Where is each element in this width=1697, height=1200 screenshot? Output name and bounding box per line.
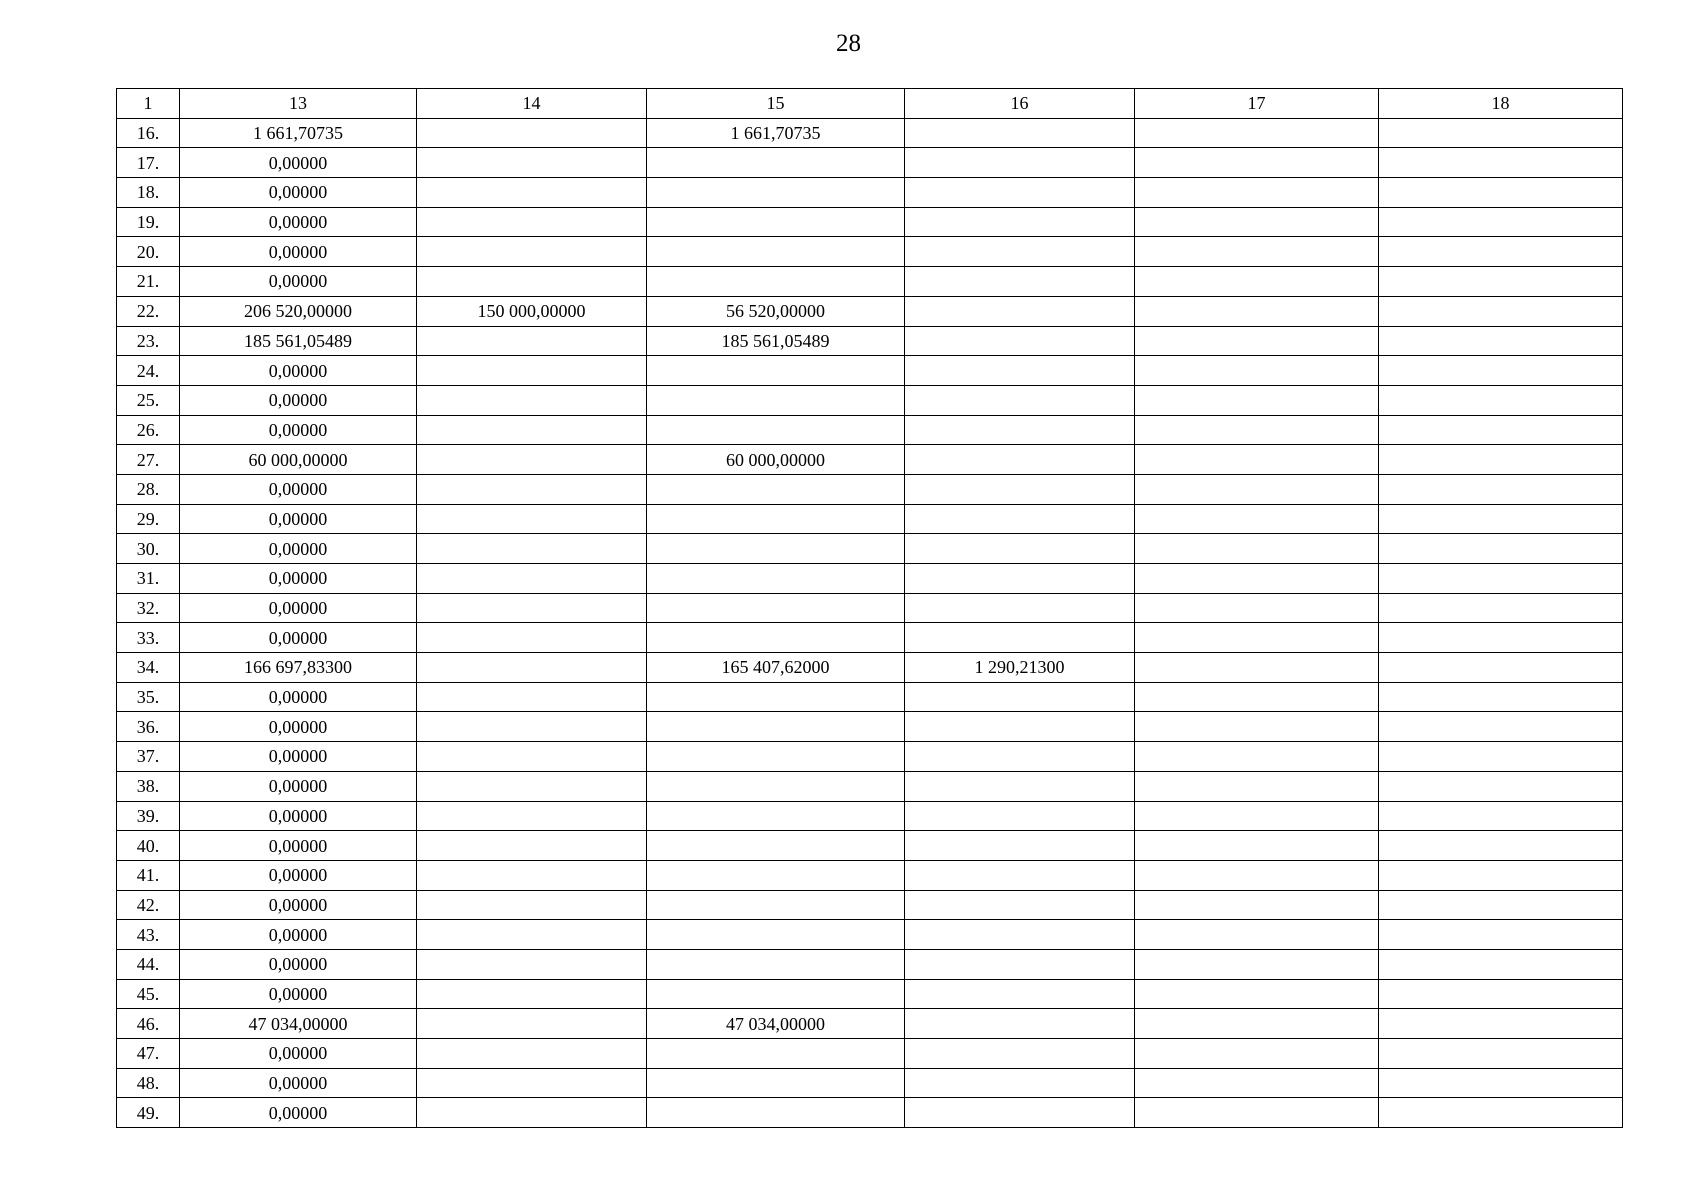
table-cell bbox=[1135, 445, 1379, 475]
table-cell bbox=[1135, 474, 1379, 504]
table-cell: 0,00000 bbox=[180, 831, 417, 861]
table-cell bbox=[1379, 682, 1623, 712]
row-number-cell: 17. bbox=[117, 148, 180, 178]
table-cell bbox=[647, 801, 905, 831]
table-cell bbox=[1135, 1098, 1379, 1128]
table-cell bbox=[647, 831, 905, 861]
row-number-cell: 25. bbox=[117, 385, 180, 415]
table-cell: 0,00000 bbox=[180, 623, 417, 653]
table-cell bbox=[647, 1039, 905, 1069]
table-cell bbox=[417, 534, 647, 564]
table-cell: 0,00000 bbox=[180, 534, 417, 564]
table-cell: 0,00000 bbox=[180, 949, 417, 979]
table-cell bbox=[905, 148, 1135, 178]
table-cell bbox=[905, 237, 1135, 267]
table-row bbox=[117, 860, 1623, 890]
table-cell bbox=[905, 445, 1135, 475]
table-cell bbox=[1135, 1039, 1379, 1069]
table-cell bbox=[417, 890, 647, 920]
table-cell bbox=[905, 1039, 1135, 1069]
table-cell: 0,00000 bbox=[180, 267, 417, 297]
table-cell bbox=[647, 890, 905, 920]
table-cell: 166 697,83300 bbox=[180, 653, 417, 683]
table-cell bbox=[1379, 979, 1623, 1009]
row-number-cell: 23. bbox=[117, 326, 180, 356]
table-cell: 0,00000 bbox=[180, 356, 417, 386]
table-cell bbox=[417, 237, 647, 267]
table-row bbox=[117, 742, 1623, 772]
table-cell bbox=[905, 474, 1135, 504]
table-cell bbox=[1379, 712, 1623, 742]
table-cell bbox=[1135, 237, 1379, 267]
table-cell bbox=[1135, 148, 1379, 178]
table-cell bbox=[1379, 801, 1623, 831]
table-cell bbox=[417, 623, 647, 653]
table-cell bbox=[647, 949, 905, 979]
table-cell: 47 034,00000 bbox=[647, 1009, 905, 1039]
table-row bbox=[117, 653, 1623, 683]
table-cell bbox=[647, 593, 905, 623]
table-row bbox=[117, 296, 1623, 326]
table-cell bbox=[647, 742, 905, 772]
table-cell bbox=[1135, 831, 1379, 861]
column-header: 13 bbox=[180, 89, 417, 119]
table-cell bbox=[647, 148, 905, 178]
table-cell: 0,00000 bbox=[180, 178, 417, 208]
row-number-cell: 42. bbox=[117, 890, 180, 920]
table-cell bbox=[905, 712, 1135, 742]
row-number-cell: 32. bbox=[117, 593, 180, 623]
table-cell bbox=[417, 564, 647, 594]
table-cell bbox=[417, 148, 647, 178]
table-cell: 0,00000 bbox=[180, 593, 417, 623]
table-cell bbox=[1135, 415, 1379, 445]
row-number-cell: 36. bbox=[117, 712, 180, 742]
table-header-row bbox=[117, 89, 1623, 119]
table-cell bbox=[1379, 534, 1623, 564]
table-cell bbox=[1379, 1039, 1623, 1069]
table-row bbox=[117, 356, 1623, 386]
table-cell bbox=[1379, 653, 1623, 683]
table-cell bbox=[417, 712, 647, 742]
table-row bbox=[117, 831, 1623, 861]
row-number-cell: 34. bbox=[117, 653, 180, 683]
table-cell bbox=[905, 1009, 1135, 1039]
table-cell bbox=[905, 207, 1135, 237]
table-row bbox=[117, 445, 1623, 475]
table-cell bbox=[905, 801, 1135, 831]
table-cell bbox=[647, 356, 905, 386]
table-cell: 0,00000 bbox=[180, 890, 417, 920]
table-cell bbox=[417, 860, 647, 890]
table-cell bbox=[1379, 296, 1623, 326]
table-cell: 1 661,70735 bbox=[647, 118, 905, 148]
table-row bbox=[117, 207, 1623, 237]
row-number-cell: 33. bbox=[117, 623, 180, 653]
table-cell bbox=[647, 385, 905, 415]
table-cell: 0,00000 bbox=[180, 860, 417, 890]
column-header: 15 bbox=[647, 89, 905, 119]
table-cell bbox=[1135, 920, 1379, 950]
table-cell bbox=[417, 207, 647, 237]
row-number-cell: 41. bbox=[117, 860, 180, 890]
table-cell bbox=[905, 949, 1135, 979]
table-cell bbox=[1379, 771, 1623, 801]
row-number-cell: 38. bbox=[117, 771, 180, 801]
table-cell bbox=[417, 949, 647, 979]
row-number-cell: 20. bbox=[117, 237, 180, 267]
table-cell: 0,00000 bbox=[180, 801, 417, 831]
column-header: 14 bbox=[417, 89, 647, 119]
table-cell bbox=[905, 385, 1135, 415]
table-row bbox=[117, 1039, 1623, 1069]
table-row bbox=[117, 178, 1623, 208]
table-cell bbox=[1135, 267, 1379, 297]
table-row bbox=[117, 148, 1623, 178]
row-number-cell: 18. bbox=[117, 178, 180, 208]
table-cell: 165 407,62000 bbox=[647, 653, 905, 683]
table-cell bbox=[905, 415, 1135, 445]
table-cell bbox=[1135, 979, 1379, 1009]
row-number-cell: 21. bbox=[117, 267, 180, 297]
table-cell bbox=[1135, 712, 1379, 742]
table-cell bbox=[1379, 1068, 1623, 1098]
table-cell bbox=[1135, 534, 1379, 564]
table-cell bbox=[1379, 415, 1623, 445]
table-row bbox=[117, 771, 1623, 801]
table-row bbox=[117, 1098, 1623, 1128]
table-cell bbox=[905, 742, 1135, 772]
table-cell bbox=[417, 653, 647, 683]
table-row bbox=[117, 593, 1623, 623]
table-cell bbox=[1379, 623, 1623, 653]
table-cell bbox=[417, 742, 647, 772]
row-number-cell: 22. bbox=[117, 296, 180, 326]
table-cell bbox=[1379, 474, 1623, 504]
table-cell bbox=[905, 920, 1135, 950]
table-cell bbox=[417, 415, 647, 445]
table-cell bbox=[905, 296, 1135, 326]
column-header: 16 bbox=[905, 89, 1135, 119]
table-cell bbox=[417, 1068, 647, 1098]
table-cell bbox=[647, 178, 905, 208]
column-header: 1 bbox=[117, 89, 180, 119]
table-cell bbox=[905, 1098, 1135, 1128]
row-number-cell: 19. bbox=[117, 207, 180, 237]
table-cell bbox=[1379, 593, 1623, 623]
row-number-cell: 49. bbox=[117, 1098, 180, 1128]
table-cell bbox=[1135, 801, 1379, 831]
table-cell bbox=[417, 1009, 647, 1039]
row-number-cell: 39. bbox=[117, 801, 180, 831]
row-number-cell: 48. bbox=[117, 1068, 180, 1098]
table-row bbox=[117, 890, 1623, 920]
table-cell bbox=[1135, 504, 1379, 534]
table-cell bbox=[905, 593, 1135, 623]
table-cell bbox=[1135, 356, 1379, 386]
table-row bbox=[117, 415, 1623, 445]
table-cell: 0,00000 bbox=[180, 920, 417, 950]
table-cell: 56 520,00000 bbox=[647, 296, 905, 326]
table-cell bbox=[905, 356, 1135, 386]
column-header: 18 bbox=[1379, 89, 1623, 119]
table-cell bbox=[647, 1068, 905, 1098]
table-cell bbox=[417, 474, 647, 504]
table-cell bbox=[1135, 682, 1379, 712]
table-cell bbox=[1135, 326, 1379, 356]
table-cell bbox=[647, 207, 905, 237]
row-number-cell: 46. bbox=[117, 1009, 180, 1039]
table-cell: 0,00000 bbox=[180, 474, 417, 504]
table-cell bbox=[1135, 860, 1379, 890]
table-cell: 0,00000 bbox=[180, 979, 417, 1009]
table-cell bbox=[417, 1039, 647, 1069]
table-cell bbox=[1135, 653, 1379, 683]
table-cell bbox=[647, 1098, 905, 1128]
table-cell bbox=[1135, 118, 1379, 148]
table-cell bbox=[905, 178, 1135, 208]
table-cell: 0,00000 bbox=[180, 742, 417, 772]
table-cell bbox=[905, 682, 1135, 712]
table-cell bbox=[905, 504, 1135, 534]
table-cell bbox=[417, 920, 647, 950]
table-cell bbox=[647, 534, 905, 564]
table-cell bbox=[417, 831, 647, 861]
table-cell bbox=[647, 415, 905, 445]
table-cell: 185 561,05489 bbox=[180, 326, 417, 356]
row-number-cell: 27. bbox=[117, 445, 180, 475]
table-cell bbox=[1379, 860, 1623, 890]
table-cell bbox=[647, 267, 905, 297]
table-cell bbox=[1379, 207, 1623, 237]
table-cell: 0,00000 bbox=[180, 1039, 417, 1069]
table-cell bbox=[1135, 564, 1379, 594]
table-cell bbox=[905, 771, 1135, 801]
table-row bbox=[117, 474, 1623, 504]
table-cell bbox=[647, 623, 905, 653]
table-cell bbox=[647, 771, 905, 801]
table-row bbox=[117, 1068, 1623, 1098]
table-cell: 0,00000 bbox=[180, 148, 417, 178]
table-cell: 0,00000 bbox=[180, 682, 417, 712]
table-cell bbox=[1379, 385, 1623, 415]
table-cell bbox=[905, 1068, 1135, 1098]
row-number-cell: 47. bbox=[117, 1039, 180, 1069]
table-cell bbox=[1135, 623, 1379, 653]
table-cell bbox=[417, 356, 647, 386]
table-cell bbox=[1379, 1009, 1623, 1039]
table-cell bbox=[1135, 1068, 1379, 1098]
table-cell bbox=[1379, 1098, 1623, 1128]
table-cell: 0,00000 bbox=[180, 385, 417, 415]
table-cell bbox=[647, 860, 905, 890]
table-cell bbox=[905, 890, 1135, 920]
table-row bbox=[117, 534, 1623, 564]
table-cell bbox=[905, 534, 1135, 564]
table-cell bbox=[1135, 593, 1379, 623]
table-cell bbox=[647, 564, 905, 594]
table-cell bbox=[647, 920, 905, 950]
table-cell bbox=[1379, 564, 1623, 594]
table-cell bbox=[1379, 118, 1623, 148]
table-cell: 60 000,00000 bbox=[647, 445, 905, 475]
table-cell bbox=[905, 831, 1135, 861]
table-cell bbox=[905, 564, 1135, 594]
table-cell bbox=[1135, 1009, 1379, 1039]
table-cell: 0,00000 bbox=[180, 207, 417, 237]
table-cell: 60 000,00000 bbox=[180, 445, 417, 475]
table-cell: 0,00000 bbox=[180, 771, 417, 801]
table-cell bbox=[1379, 356, 1623, 386]
table-cell bbox=[1379, 178, 1623, 208]
table-cell bbox=[417, 801, 647, 831]
row-number-cell: 28. bbox=[117, 474, 180, 504]
table-row bbox=[117, 564, 1623, 594]
row-number-cell: 26. bbox=[117, 415, 180, 445]
table-cell: 150 000,00000 bbox=[417, 296, 647, 326]
table-cell bbox=[417, 1098, 647, 1128]
row-number-cell: 45. bbox=[117, 979, 180, 1009]
table-cell: 0,00000 bbox=[180, 504, 417, 534]
table-cell bbox=[1379, 267, 1623, 297]
table-cell bbox=[1379, 445, 1623, 475]
table-cell bbox=[1135, 207, 1379, 237]
table-cell bbox=[417, 445, 647, 475]
table-cell bbox=[417, 118, 647, 148]
table-row bbox=[117, 920, 1623, 950]
table-row bbox=[117, 979, 1623, 1009]
table-cell bbox=[1135, 178, 1379, 208]
data-table bbox=[116, 88, 1623, 1128]
table-cell bbox=[417, 979, 647, 1009]
table-cell bbox=[1379, 890, 1623, 920]
table-cell bbox=[417, 504, 647, 534]
row-number-cell: 16. bbox=[117, 118, 180, 148]
table-cell bbox=[1135, 296, 1379, 326]
table-row bbox=[117, 267, 1623, 297]
row-number-cell: 24. bbox=[117, 356, 180, 386]
table-cell bbox=[1135, 742, 1379, 772]
table-cell bbox=[1379, 326, 1623, 356]
table-cell bbox=[417, 771, 647, 801]
table-row bbox=[117, 385, 1623, 415]
table-cell bbox=[1135, 890, 1379, 920]
table-cell bbox=[417, 682, 647, 712]
table-row bbox=[117, 118, 1623, 148]
table-cell bbox=[647, 979, 905, 1009]
table-cell bbox=[1379, 504, 1623, 534]
table-cell bbox=[417, 326, 647, 356]
table-row bbox=[117, 326, 1623, 356]
table-row bbox=[117, 237, 1623, 267]
table-row bbox=[117, 682, 1623, 712]
table-cell: 0,00000 bbox=[180, 415, 417, 445]
table-row bbox=[117, 712, 1623, 742]
table-row bbox=[117, 623, 1623, 653]
table-cell bbox=[1379, 237, 1623, 267]
table-cell bbox=[647, 474, 905, 504]
table-cell bbox=[647, 237, 905, 267]
table-cell bbox=[905, 326, 1135, 356]
table-cell bbox=[905, 267, 1135, 297]
table-cell: 0,00000 bbox=[180, 712, 417, 742]
row-number-cell: 40. bbox=[117, 831, 180, 861]
row-number-cell: 30. bbox=[117, 534, 180, 564]
table-row bbox=[117, 949, 1623, 979]
table-cell: 1 290,21300 bbox=[905, 653, 1135, 683]
row-number-cell: 43. bbox=[117, 920, 180, 950]
row-number-cell: 44. bbox=[117, 949, 180, 979]
table-cell: 206 520,00000 bbox=[180, 296, 417, 326]
table-cell: 0,00000 bbox=[180, 1068, 417, 1098]
table-row bbox=[117, 801, 1623, 831]
table-cell bbox=[905, 118, 1135, 148]
table-cell bbox=[905, 979, 1135, 1009]
table-cell bbox=[417, 267, 647, 297]
page-number: 28 bbox=[836, 30, 861, 57]
table-cell bbox=[417, 385, 647, 415]
table-cell bbox=[905, 623, 1135, 653]
table-cell bbox=[647, 712, 905, 742]
table-cell bbox=[417, 593, 647, 623]
table-row bbox=[117, 504, 1623, 534]
table-cell bbox=[905, 860, 1135, 890]
table-row bbox=[117, 1009, 1623, 1039]
row-number-cell: 37. bbox=[117, 742, 180, 772]
table-cell bbox=[647, 682, 905, 712]
row-number-cell: 35. bbox=[117, 682, 180, 712]
table-cell: 0,00000 bbox=[180, 237, 417, 267]
table-cell: 0,00000 bbox=[180, 1098, 417, 1128]
table-cell bbox=[1379, 949, 1623, 979]
table-cell bbox=[1135, 771, 1379, 801]
table-cell: 0,00000 bbox=[180, 564, 417, 594]
row-number-cell: 29. bbox=[117, 504, 180, 534]
table-cell: 1 661,70735 bbox=[180, 118, 417, 148]
column-header: 17 bbox=[1135, 89, 1379, 119]
table-cell: 185 561,05489 bbox=[647, 326, 905, 356]
table-cell bbox=[1379, 831, 1623, 861]
table-body bbox=[117, 89, 1623, 1128]
table-cell bbox=[1135, 385, 1379, 415]
table-cell bbox=[1379, 920, 1623, 950]
table-cell bbox=[1135, 949, 1379, 979]
table-cell bbox=[1379, 148, 1623, 178]
table-cell bbox=[417, 178, 647, 208]
table-cell bbox=[647, 504, 905, 534]
table-cell bbox=[1379, 742, 1623, 772]
table-cell: 47 034,00000 bbox=[180, 1009, 417, 1039]
row-number-cell: 31. bbox=[117, 564, 180, 594]
